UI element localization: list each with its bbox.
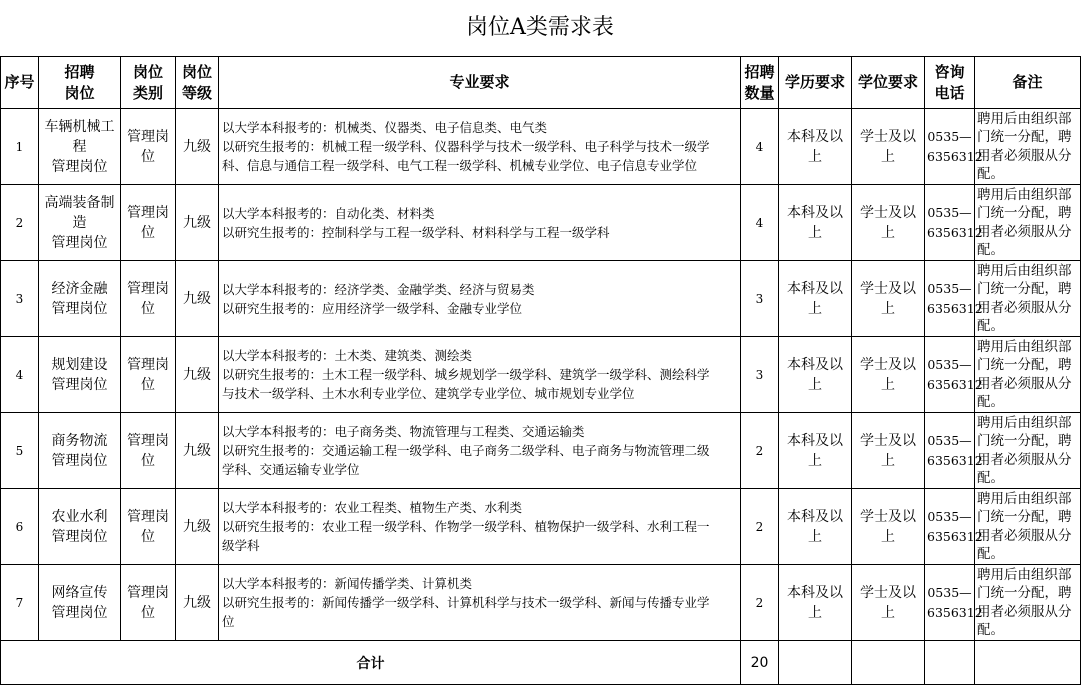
cell-position: 网络宣传 管理岗位 bbox=[39, 565, 121, 641]
cell-seq: 7 bbox=[1, 565, 39, 641]
cell-position: 经济金融 管理岗位 bbox=[39, 261, 121, 337]
cell-seq: 6 bbox=[1, 489, 39, 565]
cell-major: 以大学本科报考的：新闻传播学类、计算机类 以研究生报考的：新闻传播学一级学科、计算机科学与技术一级学科、新闻与传播专业学 位 bbox=[219, 565, 741, 641]
cell-count: 4 bbox=[741, 109, 779, 185]
cell-seq: 4 bbox=[1, 337, 39, 413]
header-remark: 备注 bbox=[975, 57, 1081, 109]
cell-position: 高端装备制 造 管理岗位 bbox=[39, 185, 121, 261]
total-empty-cell bbox=[975, 641, 1081, 685]
cell-phone: 0535— 6356312 bbox=[925, 185, 975, 261]
total-empty-cell bbox=[852, 641, 925, 685]
total-empty-cell bbox=[779, 641, 852, 685]
cell-grade: 九级 bbox=[176, 261, 219, 337]
cell-remark: 聘用后由组织部 门统一分配，聘 用者必须服从分 配。 bbox=[975, 261, 1081, 337]
cell-major: 以大学本科报考的：自动化类、材料类 以研究生报考的：控制科学与工程一级学科、材料科学与工程一级学科 bbox=[219, 185, 741, 261]
table-row bbox=[1, 337, 1081, 413]
requirements-table bbox=[0, 56, 1081, 685]
total-empty-cell bbox=[925, 641, 975, 685]
cell-seq: 5 bbox=[1, 413, 39, 489]
cell-remark: 聘用后由组织部 门统一分配，聘 用者必须服从分 配。 bbox=[975, 337, 1081, 413]
table-row bbox=[1, 565, 1081, 641]
total-label: 合计 bbox=[1, 641, 741, 685]
table-row bbox=[1, 109, 1081, 185]
cell-grade: 九级 bbox=[176, 109, 219, 185]
cell-category: 管理岗 位 bbox=[121, 413, 176, 489]
header-category: 岗位 类别 bbox=[121, 57, 176, 109]
cell-count: 4 bbox=[741, 185, 779, 261]
cell-degree: 学士及以上 bbox=[852, 261, 925, 337]
table-row bbox=[1, 413, 1081, 489]
page-title: 岗位A类需求表 bbox=[466, 15, 614, 40]
cell-remark: 聘用后由组织部 门统一分配，聘 用者必须服从分 配。 bbox=[975, 489, 1081, 565]
cell-degree: 学士及以上 bbox=[852, 109, 925, 185]
cell-grade: 九级 bbox=[176, 565, 219, 641]
cell-seq: 3 bbox=[1, 261, 39, 337]
cell-grade: 九级 bbox=[176, 185, 219, 261]
cell-degree: 学士及以上 bbox=[852, 185, 925, 261]
cell-education: 本科及以上 bbox=[779, 337, 852, 413]
cell-phone: 0535— 6356312 bbox=[925, 489, 975, 565]
header-degree: 学位要求 bbox=[852, 57, 925, 109]
cell-count: 2 bbox=[741, 565, 779, 641]
cell-major: 以大学本科报考的：电子商务类、物流管理与工程类、交通运输类 以研究生报考的：交通运输工程一级学科、电子商务二级学科、电子商务与物流管理二级 学科、交通运输专业学位 bbox=[219, 413, 741, 489]
header-position: 招聘 岗位 bbox=[39, 57, 121, 109]
cell-major: 以大学本科报考的：经济学类、金融学类、经济与贸易类 以研究生报考的：应用经济学一级学科、金融专业学位 bbox=[219, 261, 741, 337]
cell-count: 2 bbox=[741, 413, 779, 489]
header-seq: 序号 bbox=[1, 57, 39, 109]
cell-position: 商务物流 管理岗位 bbox=[39, 413, 121, 489]
cell-count: 3 bbox=[741, 261, 779, 337]
cell-degree: 学士及以上 bbox=[852, 413, 925, 489]
cell-grade: 九级 bbox=[176, 489, 219, 565]
header-count: 招聘 数量 bbox=[741, 57, 779, 109]
header-phone: 咨询 电话 bbox=[925, 57, 975, 109]
cell-category: 管理岗 位 bbox=[121, 109, 176, 185]
cell-remark: 聘用后由组织部 门统一分配，聘 用者必须服从分 配。 bbox=[975, 413, 1081, 489]
header-education: 学历要求 bbox=[779, 57, 852, 109]
cell-category: 管理岗 位 bbox=[121, 185, 176, 261]
cell-seq: 2 bbox=[1, 185, 39, 261]
cell-grade: 九级 bbox=[176, 413, 219, 489]
cell-phone: 0535— 6356312 bbox=[925, 261, 975, 337]
cell-count: 2 bbox=[741, 489, 779, 565]
cell-degree: 学士及以上 bbox=[852, 337, 925, 413]
cell-phone: 0535— 6356312 bbox=[925, 337, 975, 413]
cell-category: 管理岗 位 bbox=[121, 261, 176, 337]
header-grade: 岗位 等级 bbox=[176, 57, 219, 109]
cell-remark: 聘用后由组织部 门统一分配，聘 用者必须服从分 配。 bbox=[975, 185, 1081, 261]
cell-education: 本科及以上 bbox=[779, 261, 852, 337]
cell-category: 管理岗 位 bbox=[121, 565, 176, 641]
cell-education: 本科及以上 bbox=[779, 109, 852, 185]
cell-remark: 聘用后由组织部 门统一分配，聘 用者必须服从分 配。 bbox=[975, 565, 1081, 641]
cell-education: 本科及以上 bbox=[779, 489, 852, 565]
cell-degree: 学士及以上 bbox=[852, 489, 925, 565]
cell-major: 以大学本科报考的：农业工程类、植物生产类、水利类 以研究生报考的：农业工程一级学科、作物学一级学科、植物保护一级学科、水利工程一 级学科 bbox=[219, 489, 741, 565]
cell-seq: 1 bbox=[1, 109, 39, 185]
table-header-row bbox=[1, 57, 1081, 109]
cell-count: 3 bbox=[741, 337, 779, 413]
cell-phone: 0535— 6356312 bbox=[925, 565, 975, 641]
cell-category: 管理岗 位 bbox=[121, 337, 176, 413]
cell-remark: 聘用后由组织部 门统一分配，聘 用者必须服从分 配。 bbox=[975, 109, 1081, 185]
cell-category: 管理岗 位 bbox=[121, 489, 176, 565]
cell-phone: 0535— 6356312 bbox=[925, 109, 975, 185]
cell-major: 以大学本科报考的：土木类、建筑类、测绘类 以研究生报考的：土木工程一级学科、城乡规划学一级学科、建筑学一级学科、测绘科学 与技术一级学科、土木水利专业学位、建筑学专业学位、城市规划专业学位 bbox=[219, 337, 741, 413]
cell-phone: 0535— 6356312 bbox=[925, 413, 975, 489]
table-row bbox=[1, 261, 1081, 337]
cell-position: 车辆机械工 程 管理岗位 bbox=[39, 109, 121, 185]
table-row bbox=[1, 489, 1081, 565]
total-count: 20 bbox=[741, 641, 779, 685]
cell-major: 以大学本科报考的：机械类、仪器类、电子信息类、电气类 以研究生报考的：机械工程一级学科、仪器科学与技术一级学科、电子科学与技术一级学 科、信息与通信工程一级学科、电气工程一级学科、机械专业学位、电子信息专业学位 bbox=[219, 109, 741, 185]
cell-education: 本科及以上 bbox=[779, 565, 852, 641]
cell-education: 本科及以上 bbox=[779, 185, 852, 261]
cell-position: 农业水利 管理岗位 bbox=[39, 489, 121, 565]
cell-grade: 九级 bbox=[176, 337, 219, 413]
cell-education: 本科及以上 bbox=[779, 413, 852, 489]
cell-degree: 学士及以上 bbox=[852, 565, 925, 641]
header-major: 专业要求 bbox=[219, 57, 741, 109]
cell-position: 规划建设 管理岗位 bbox=[39, 337, 121, 413]
total-row bbox=[1, 641, 1081, 685]
table-row bbox=[1, 185, 1081, 261]
